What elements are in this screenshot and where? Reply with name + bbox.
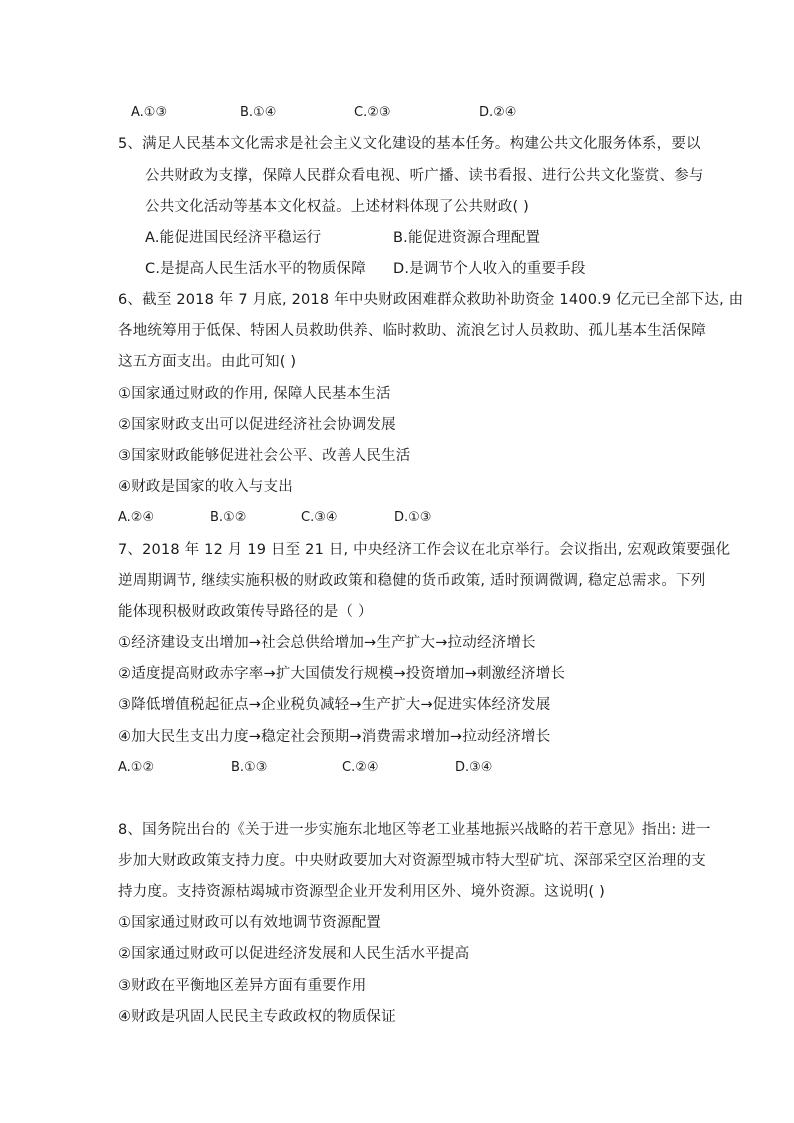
q7-item-4: ④加大民生支出力度→稳定社会预期→消费需求增加→拉动经济增长: [118, 729, 551, 745]
q7-stem-line-3: 能体现积极财政政策传导路径的是（ ）: [118, 604, 373, 620]
q4-option-a: A.①③: [131, 105, 168, 120]
q6-item-3: ③国家财政能够促进社会公平、改善人民生活: [118, 448, 411, 464]
q5-stem-line-1: 5、满足人民基本文化需求是社会主义文化建设的基本任务。构建公共文化服务体系，要以: [118, 136, 701, 152]
q8-stem-line-3: 持力度。支持资源枯竭城市资源型企业开发利用区外、境外资源。这说明( ): [118, 884, 605, 900]
q7-option-b: B.①③: [231, 760, 268, 775]
q6-stem-line-1: 6、截至 2018 年 7 月底, 2018 年中央财政困难群众救助补助资金 1400.9 亿元已全部下达, 由: [118, 292, 744, 308]
q5-option-a: A.能促进国民经济平稳运行: [145, 230, 322, 246]
q7-option-d: D.③④: [455, 760, 493, 775]
q4-option-b: B.①④: [240, 105, 277, 120]
q8-item-3: ③财政在平衡地区差异方面有重要作用: [118, 978, 367, 994]
q6-option-b: B.①②: [210, 510, 247, 525]
q6-stem-line-3: 这五方面支出。由此可知( ): [118, 354, 297, 370]
q6-item-4: ④财政是国家的收入与支出: [118, 479, 293, 495]
q8-item-4: ④财政是巩固人民民主专政政权的物质保证: [118, 1009, 396, 1025]
q4-option-d: D.②④: [479, 105, 517, 120]
q8-item-1: ①国家通过财政可以有效地调节资源配置: [118, 915, 382, 931]
q7-item-1: ①经济建设支出增加→社会总供给增加→生产扩大→拉动经济增长: [118, 635, 536, 651]
q6-item-2: ②国家财政支出可以促进经济社会协调发展: [118, 417, 396, 433]
q8-item-2: ②国家通过财政可以促进经济发展和人民生活水平提高: [118, 946, 470, 962]
q5-option-b: B.能促进资源合理配置: [393, 230, 541, 246]
q8-stem-line-1: 8、国务院出台的《关于进一步实施东北地区等老工业基地振兴战略的若干意见》指出: 进一: [118, 822, 711, 838]
q7-stem-line-1: 7、2018 年 12 月 19 日至 21 日, 中央经济工作会议在北京举行。会议指出, 宏观政策要强化: [118, 542, 731, 558]
q7-option-a: A.①②: [118, 760, 155, 775]
q7-option-c: C.②④: [342, 760, 379, 775]
q7-stem-line-2: 逆周期调节, 继续实施积极的财政政策和稳健的货币政策, 适时预调微调, 稳定总需求。下列: [118, 573, 706, 589]
q7-item-3: ③降低增值税起征点→企业税负减轻→生产扩大→促进实体经济发展: [118, 697, 551, 713]
q7-item-2: ②适度提高财政赤字率→扩大国债发行规模→投资增加→刺激经济增长: [118, 666, 566, 682]
q4-option-c: C.②③: [354, 105, 391, 120]
q8-stem-line-2: 步加大财政政策支持力度。中央财政要加大对资源型城市特大型矿坑、深部采空区治理的支: [118, 853, 706, 869]
q5-option-d: D.是调节个人收入的重要手段: [393, 261, 586, 277]
q6-option-a: A.②④: [118, 510, 155, 525]
q5-stem-line-2: 公共财政为支撑，保障人民群众看电视、听广播、读书看报、进行公共文化鉴赏、参与: [145, 168, 704, 184]
q6-item-1: ①国家通过财政的作用, 保障人民基本生活: [118, 386, 391, 402]
q5-stem-line-3: 公共文化活动等基本文化权益。上述材料体现了公共财政( ): [145, 199, 530, 215]
q6-option-d: D.①③: [394, 510, 432, 525]
q6-option-c: C.③④: [301, 510, 338, 525]
q5-option-c: C.是提高人民生活水平的物质保障: [145, 261, 366, 277]
q6-stem-line-2: 各地统筹用于低保、特困人员救助供养、临时救助、流浪乞讨人员救助、孤儿基本生活保障: [118, 323, 706, 339]
